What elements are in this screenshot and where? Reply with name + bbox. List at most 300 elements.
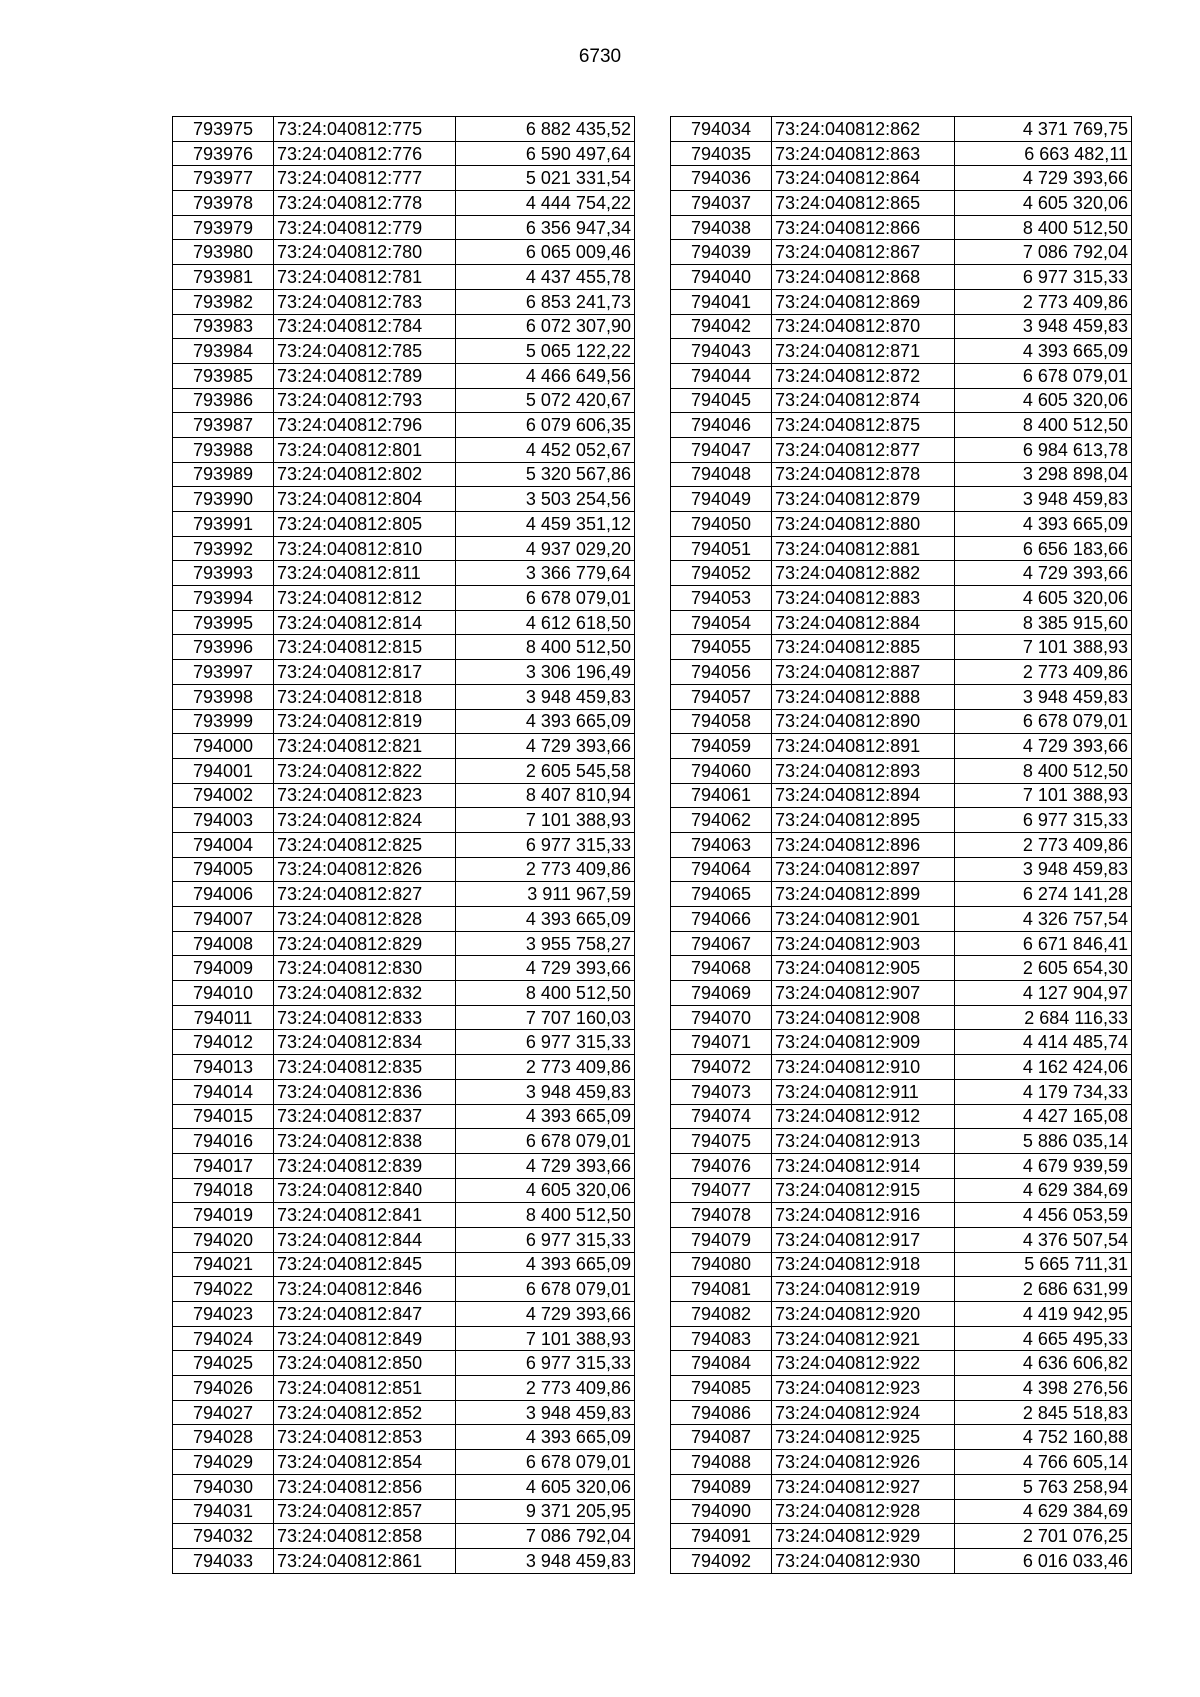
table-row [173, 709, 635, 734]
value-cell: 4 393 665,09 [955, 339, 1132, 364]
table-row [671, 907, 1132, 932]
cadastral-number-cell: 73:24:040812:815 [274, 635, 456, 660]
record-number-cell: 794012 [173, 1030, 274, 1055]
cadastral-number-cell: 73:24:040812:858 [274, 1524, 456, 1549]
record-number-cell: 794028 [173, 1425, 274, 1450]
cadastral-number-cell: 73:24:040812:834 [274, 1030, 456, 1055]
value-cell: 4 612 618,50 [456, 610, 635, 635]
record-number-cell: 794062 [671, 808, 772, 833]
table-row [671, 783, 1132, 808]
value-cell: 2 845 518,83 [955, 1400, 1132, 1425]
value-cell: 4 605 320,06 [955, 388, 1132, 413]
table-row [173, 1252, 635, 1277]
record-number-cell: 794022 [173, 1277, 274, 1302]
record-number-cell: 794020 [173, 1227, 274, 1252]
record-number-cell: 794037 [671, 191, 772, 216]
cadastral-number-cell: 73:24:040812:908 [772, 1005, 955, 1030]
table-row [671, 1548, 1132, 1573]
value-cell: 4 162 424,06 [955, 1055, 1132, 1080]
value-cell: 8 385 915,60 [955, 610, 1132, 635]
value-cell: 4 326 757,54 [955, 907, 1132, 932]
page-number: 6730 [578, 46, 622, 67]
cadastral-number-cell: 73:24:040812:783 [274, 289, 456, 314]
record-number-cell: 794081 [671, 1277, 772, 1302]
table-row [173, 1351, 635, 1376]
record-number-cell: 794001 [173, 758, 274, 783]
cadastral-number-cell: 73:24:040812:862 [772, 117, 955, 142]
value-cell: 5 072 420,67 [456, 388, 635, 413]
record-number-cell: 794068 [671, 956, 772, 981]
table-row [671, 1030, 1132, 1055]
value-cell: 3 948 459,83 [955, 684, 1132, 709]
cadastral-number-cell: 73:24:040812:840 [274, 1178, 456, 1203]
cadastral-number-cell: 73:24:040812:923 [772, 1376, 955, 1401]
value-cell: 6 678 079,01 [456, 1129, 635, 1154]
cadastral-number-cell: 73:24:040812:930 [772, 1548, 955, 1573]
cadastral-number-cell: 73:24:040812:919 [772, 1277, 955, 1302]
value-cell: 2 773 409,86 [456, 857, 635, 882]
record-number-cell: 794034 [671, 117, 772, 142]
table-row [173, 808, 635, 833]
record-number-cell: 794056 [671, 660, 772, 685]
cadastral-number-cell: 73:24:040812:893 [772, 758, 955, 783]
cadastral-number-cell: 73:24:040812:804 [274, 487, 456, 512]
record-number-cell: 794085 [671, 1376, 772, 1401]
cadastral-number-cell: 73:24:040812:793 [274, 388, 456, 413]
value-cell: 4 729 393,66 [955, 561, 1132, 586]
record-number-cell: 794064 [671, 857, 772, 882]
cadastral-number-cell: 73:24:040812:819 [274, 709, 456, 734]
value-cell: 6 079 606,35 [456, 413, 635, 438]
table-row [173, 1153, 635, 1178]
cadastral-number-cell: 73:24:040812:828 [274, 907, 456, 932]
value-cell: 8 400 512,50 [456, 635, 635, 660]
value-cell: 6 065 009,46 [456, 240, 635, 265]
value-cell: 6 274 141,28 [955, 882, 1132, 907]
record-number-cell: 794033 [173, 1548, 274, 1573]
cadastral-number-cell: 73:24:040812:881 [772, 536, 955, 561]
cadastral-number-cell: 73:24:040812:901 [772, 907, 955, 932]
record-number-cell: 794063 [671, 832, 772, 857]
table-row [671, 586, 1132, 611]
value-cell: 2 605 545,58 [456, 758, 635, 783]
cadastral-number-cell: 73:24:040812:864 [772, 166, 955, 191]
value-cell: 4 679 939,59 [955, 1153, 1132, 1178]
cadastral-number-cell: 73:24:040812:780 [274, 240, 456, 265]
value-cell: 3 948 459,83 [456, 1548, 635, 1573]
table-row [671, 1376, 1132, 1401]
record-number-cell: 794018 [173, 1178, 274, 1203]
record-number-cell: 793984 [173, 339, 274, 364]
record-number-cell: 793994 [173, 586, 274, 611]
cadastral-number-cell: 73:24:040812:811 [274, 561, 456, 586]
value-cell: 2 773 409,86 [955, 289, 1132, 314]
table-row [671, 314, 1132, 339]
table-row [173, 1277, 635, 1302]
cadastral-number-cell: 73:24:040812:887 [772, 660, 955, 685]
value-cell: 6 882 435,52 [456, 117, 635, 142]
value-cell: 2 773 409,86 [456, 1055, 635, 1080]
record-number-cell: 794074 [671, 1104, 772, 1129]
table-row [173, 388, 635, 413]
value-cell: 6 678 079,01 [955, 709, 1132, 734]
table-row [671, 289, 1132, 314]
cadastral-number-cell: 73:24:040812:832 [274, 981, 456, 1006]
value-cell: 7 101 388,93 [456, 1326, 635, 1351]
table-row [173, 265, 635, 290]
table-row [173, 1376, 635, 1401]
record-number-cell: 794002 [173, 783, 274, 808]
cadastral-number-cell: 73:24:040812:883 [772, 586, 955, 611]
record-number-cell: 793999 [173, 709, 274, 734]
value-cell: 3 948 459,83 [955, 857, 1132, 882]
value-cell: 4 127 904,97 [955, 981, 1132, 1006]
table-row [173, 1203, 635, 1228]
cadastral-number-cell: 73:24:040812:801 [274, 437, 456, 462]
record-number-cell: 794072 [671, 1055, 772, 1080]
value-cell: 6 016 033,46 [955, 1548, 1132, 1573]
record-number-cell: 794049 [671, 487, 772, 512]
cadastral-number-cell: 73:24:040812:853 [274, 1425, 456, 1450]
value-cell: 6 977 315,33 [955, 808, 1132, 833]
table-row [173, 1129, 635, 1154]
value-cell: 3 948 459,83 [955, 314, 1132, 339]
record-number-cell: 794023 [173, 1302, 274, 1327]
table-row [671, 536, 1132, 561]
value-cell: 4 605 320,06 [955, 586, 1132, 611]
table-row [671, 437, 1132, 462]
cadastral-number-cell: 73:24:040812:826 [274, 857, 456, 882]
table-row [671, 1499, 1132, 1524]
cadastral-number-cell: 73:24:040812:835 [274, 1055, 456, 1080]
table-row [671, 166, 1132, 191]
table-row [671, 1252, 1132, 1277]
table-row [173, 660, 635, 685]
cadastral-number-cell: 73:24:040812:926 [772, 1450, 955, 1475]
value-cell: 4 466 649,56 [456, 363, 635, 388]
value-cell: 4 729 393,66 [955, 166, 1132, 191]
cadastral-number-cell: 73:24:040812:912 [772, 1104, 955, 1129]
record-number-cell: 793982 [173, 289, 274, 314]
cadastral-number-cell: 73:24:040812:918 [772, 1252, 955, 1277]
record-number-cell: 794005 [173, 857, 274, 882]
value-cell: 8 400 512,50 [456, 1203, 635, 1228]
table-row [173, 1178, 635, 1203]
cadastral-number-cell: 73:24:040812:922 [772, 1351, 955, 1376]
record-number-cell: 793978 [173, 191, 274, 216]
record-number-cell: 794052 [671, 561, 772, 586]
record-number-cell: 793992 [173, 536, 274, 561]
record-number-cell: 794067 [671, 931, 772, 956]
cadastral-number-cell: 73:24:040812:872 [772, 363, 955, 388]
record-number-cell: 793997 [173, 660, 274, 685]
table-row [173, 437, 635, 462]
record-number-cell: 794076 [671, 1153, 772, 1178]
value-cell: 4 729 393,66 [456, 734, 635, 759]
table-row [173, 487, 635, 512]
record-number-cell: 794088 [671, 1450, 772, 1475]
value-cell: 2 605 654,30 [955, 956, 1132, 981]
value-cell: 6 977 315,33 [456, 1227, 635, 1252]
cadastral-number-cell: 73:24:040812:802 [274, 462, 456, 487]
value-cell: 7 086 792,04 [955, 240, 1132, 265]
cadastral-number-cell: 73:24:040812:865 [772, 191, 955, 216]
cadastral-number-cell: 73:24:040812:784 [274, 314, 456, 339]
record-number-cell: 794010 [173, 981, 274, 1006]
value-cell: 5 886 035,14 [955, 1129, 1132, 1154]
record-number-cell: 794051 [671, 536, 772, 561]
table-row [173, 1079, 635, 1104]
value-cell: 4 393 665,09 [456, 1104, 635, 1129]
record-number-cell: 794057 [671, 684, 772, 709]
cadastral-number-cell: 73:24:040812:824 [274, 808, 456, 833]
record-number-cell: 794035 [671, 141, 772, 166]
table-row [173, 1450, 635, 1475]
value-cell: 4 393 665,09 [456, 1252, 635, 1277]
cadastral-number-cell: 73:24:040812:836 [274, 1079, 456, 1104]
table-row [671, 117, 1132, 142]
record-number-cell: 794006 [173, 882, 274, 907]
table-row [173, 956, 635, 981]
value-cell: 4 636 606,82 [955, 1351, 1132, 1376]
cadastral-number-cell: 73:24:040812:875 [772, 413, 955, 438]
cadastral-number-cell: 73:24:040812:837 [274, 1104, 456, 1129]
record-number-cell: 794014 [173, 1079, 274, 1104]
table-row [173, 857, 635, 882]
table-row [173, 610, 635, 635]
record-number-cell: 794032 [173, 1524, 274, 1549]
cadastral-number-cell: 73:24:040812:854 [274, 1450, 456, 1475]
cadastral-number-cell: 73:24:040812:844 [274, 1227, 456, 1252]
cadastral-number-cell: 73:24:040812:849 [274, 1326, 456, 1351]
record-number-cell: 793975 [173, 117, 274, 142]
record-number-cell: 794055 [671, 635, 772, 660]
record-number-cell: 794091 [671, 1524, 772, 1549]
record-number-cell: 794053 [671, 586, 772, 611]
cadastral-number-cell: 73:24:040812:888 [772, 684, 955, 709]
value-cell: 5 021 331,54 [456, 166, 635, 191]
cadastral-number-cell: 73:24:040812:778 [274, 191, 456, 216]
cadastral-number-cell: 73:24:040812:775 [274, 117, 456, 142]
table-row [671, 1153, 1132, 1178]
value-cell: 4 605 320,06 [955, 191, 1132, 216]
cadastral-number-cell: 73:24:040812:915 [772, 1178, 955, 1203]
table-row [671, 808, 1132, 833]
record-number-cell: 793986 [173, 388, 274, 413]
record-number-cell: 794019 [173, 1203, 274, 1228]
record-number-cell: 794087 [671, 1425, 772, 1450]
record-number-cell: 794059 [671, 734, 772, 759]
record-number-cell: 794080 [671, 1252, 772, 1277]
record-number-cell: 794044 [671, 363, 772, 388]
record-number-cell: 794004 [173, 832, 274, 857]
table-row [671, 956, 1132, 981]
record-number-cell: 794075 [671, 1129, 772, 1154]
record-number-cell: 794009 [173, 956, 274, 981]
cadastral-number-cell: 73:24:040812:920 [772, 1302, 955, 1327]
value-cell: 8 400 512,50 [456, 981, 635, 1006]
value-cell: 4 665 495,33 [955, 1326, 1132, 1351]
record-number-cell: 794090 [671, 1499, 772, 1524]
table-row [671, 882, 1132, 907]
table-row [173, 215, 635, 240]
record-number-cell: 794017 [173, 1153, 274, 1178]
record-number-cell: 794054 [671, 610, 772, 635]
cadastral-number-cell: 73:24:040812:845 [274, 1252, 456, 1277]
cadastral-number-cell: 73:24:040812:905 [772, 956, 955, 981]
table-row [173, 240, 635, 265]
table-row [671, 1277, 1132, 1302]
value-cell: 5 763 258,94 [955, 1474, 1132, 1499]
cadastral-number-cell: 73:24:040812:829 [274, 931, 456, 956]
cadastral-number-cell: 73:24:040812:874 [772, 388, 955, 413]
table-row [173, 832, 635, 857]
value-cell: 6 977 315,33 [955, 265, 1132, 290]
cadastral-number-cell: 73:24:040812:882 [772, 561, 955, 586]
record-number-cell: 794071 [671, 1030, 772, 1055]
value-cell: 4 444 754,22 [456, 191, 635, 216]
cadastral-number-cell: 73:24:040812:871 [772, 339, 955, 364]
table-row [671, 512, 1132, 537]
value-cell: 4 729 393,66 [955, 734, 1132, 759]
value-cell: 6 977 315,33 [456, 832, 635, 857]
cadastral-number-cell: 73:24:040812:821 [274, 734, 456, 759]
record-number-cell: 793977 [173, 166, 274, 191]
record-number-cell: 794083 [671, 1326, 772, 1351]
cadastral-number-cell: 73:24:040812:897 [772, 857, 955, 882]
value-cell: 4 398 276,56 [955, 1376, 1132, 1401]
record-number-cell: 794013 [173, 1055, 274, 1080]
value-cell: 3 948 459,83 [456, 684, 635, 709]
record-number-cell: 793990 [173, 487, 274, 512]
record-number-cell: 794046 [671, 413, 772, 438]
value-cell: 4 179 734,33 [955, 1079, 1132, 1104]
record-number-cell: 794038 [671, 215, 772, 240]
value-cell: 7 101 388,93 [955, 783, 1132, 808]
record-number-cell: 794066 [671, 907, 772, 932]
record-number-cell: 794029 [173, 1450, 274, 1475]
value-cell: 7 101 388,93 [955, 635, 1132, 660]
table-row [173, 289, 635, 314]
table-row [671, 660, 1132, 685]
table-row [173, 117, 635, 142]
cadastral-number-cell: 73:24:040812:846 [274, 1277, 456, 1302]
cadastral-number-cell: 73:24:040812:856 [274, 1474, 456, 1499]
record-number-cell: 794061 [671, 783, 772, 808]
record-number-cell: 794048 [671, 462, 772, 487]
record-number-cell: 794036 [671, 166, 772, 191]
value-cell: 5 665 711,31 [955, 1252, 1132, 1277]
value-cell: 6 072 307,90 [456, 314, 635, 339]
cadastral-number-cell: 73:24:040812:929 [772, 1524, 955, 1549]
value-cell: 5 320 567,86 [456, 462, 635, 487]
table-row [173, 1474, 635, 1499]
table-row [671, 931, 1132, 956]
cadastral-number-cell: 73:24:040812:822 [274, 758, 456, 783]
cadastral-number-cell: 73:24:040812:896 [772, 832, 955, 857]
table-row [173, 1055, 635, 1080]
record-number-cell: 793991 [173, 512, 274, 537]
record-number-cell: 794031 [173, 1499, 274, 1524]
table-row [671, 487, 1132, 512]
table-row [173, 684, 635, 709]
cadastral-number-cell: 73:24:040812:913 [772, 1129, 955, 1154]
table-row [671, 240, 1132, 265]
table-row [671, 462, 1132, 487]
record-number-cell: 794008 [173, 931, 274, 956]
table-row [173, 339, 635, 364]
cadastral-number-cell: 73:24:040812:781 [274, 265, 456, 290]
record-number-cell: 793979 [173, 215, 274, 240]
record-number-cell: 794024 [173, 1326, 274, 1351]
record-number-cell: 794069 [671, 981, 772, 1006]
cadastral-number-cell: 73:24:040812:878 [772, 462, 955, 487]
cadastral-number-cell: 73:24:040812:827 [274, 882, 456, 907]
value-cell: 6 356 947,34 [456, 215, 635, 240]
value-cell: 3 948 459,83 [955, 487, 1132, 512]
record-number-cell: 794025 [173, 1351, 274, 1376]
value-cell: 4 452 052,67 [456, 437, 635, 462]
table-row [173, 1425, 635, 1450]
cadastral-number-cell: 73:24:040812:868 [772, 265, 955, 290]
cadastral-number-cell: 73:24:040812:818 [274, 684, 456, 709]
table-row [671, 339, 1132, 364]
cadastral-number-cell: 73:24:040812:925 [772, 1425, 955, 1450]
value-cell: 4 427 165,08 [955, 1104, 1132, 1129]
registry-table-right [670, 116, 1132, 1574]
cadastral-number-cell: 73:24:040812:833 [274, 1005, 456, 1030]
record-number-cell: 794077 [671, 1178, 772, 1203]
record-number-cell: 793996 [173, 635, 274, 660]
value-cell: 6 663 482,11 [955, 141, 1132, 166]
value-cell: 6 678 079,01 [456, 1277, 635, 1302]
record-number-cell: 794086 [671, 1400, 772, 1425]
cadastral-number-cell: 73:24:040812:789 [274, 363, 456, 388]
record-number-cell: 794078 [671, 1203, 772, 1228]
record-number-cell: 793989 [173, 462, 274, 487]
value-cell: 6 656 183,66 [955, 536, 1132, 561]
table-row [173, 561, 635, 586]
record-number-cell: 794092 [671, 1548, 772, 1573]
record-number-cell: 794060 [671, 758, 772, 783]
value-cell: 5 065 122,22 [456, 339, 635, 364]
record-number-cell: 793987 [173, 413, 274, 438]
table-row [671, 1302, 1132, 1327]
table-row [173, 191, 635, 216]
value-cell: 6 984 613,78 [955, 437, 1132, 462]
record-number-cell: 793995 [173, 610, 274, 635]
table-row [671, 635, 1132, 660]
table-row [173, 635, 635, 660]
table-row [173, 1005, 635, 1030]
table-row [671, 1079, 1132, 1104]
table-row [173, 1326, 635, 1351]
value-cell: 4 629 384,69 [955, 1178, 1132, 1203]
cadastral-number-cell: 73:24:040812:785 [274, 339, 456, 364]
value-cell: 4 393 665,09 [456, 907, 635, 932]
cadastral-number-cell: 73:24:040812:823 [274, 783, 456, 808]
record-number-cell: 794030 [173, 1474, 274, 1499]
cadastral-number-cell: 73:24:040812:907 [772, 981, 955, 1006]
table-row [671, 1450, 1132, 1475]
value-cell: 4 376 507,54 [955, 1227, 1132, 1252]
value-cell: 7 086 792,04 [456, 1524, 635, 1549]
value-cell: 4 393 665,09 [456, 1425, 635, 1450]
record-number-cell: 793998 [173, 684, 274, 709]
record-number-cell: 794016 [173, 1129, 274, 1154]
table-row [671, 981, 1132, 1006]
table-row [671, 1227, 1132, 1252]
